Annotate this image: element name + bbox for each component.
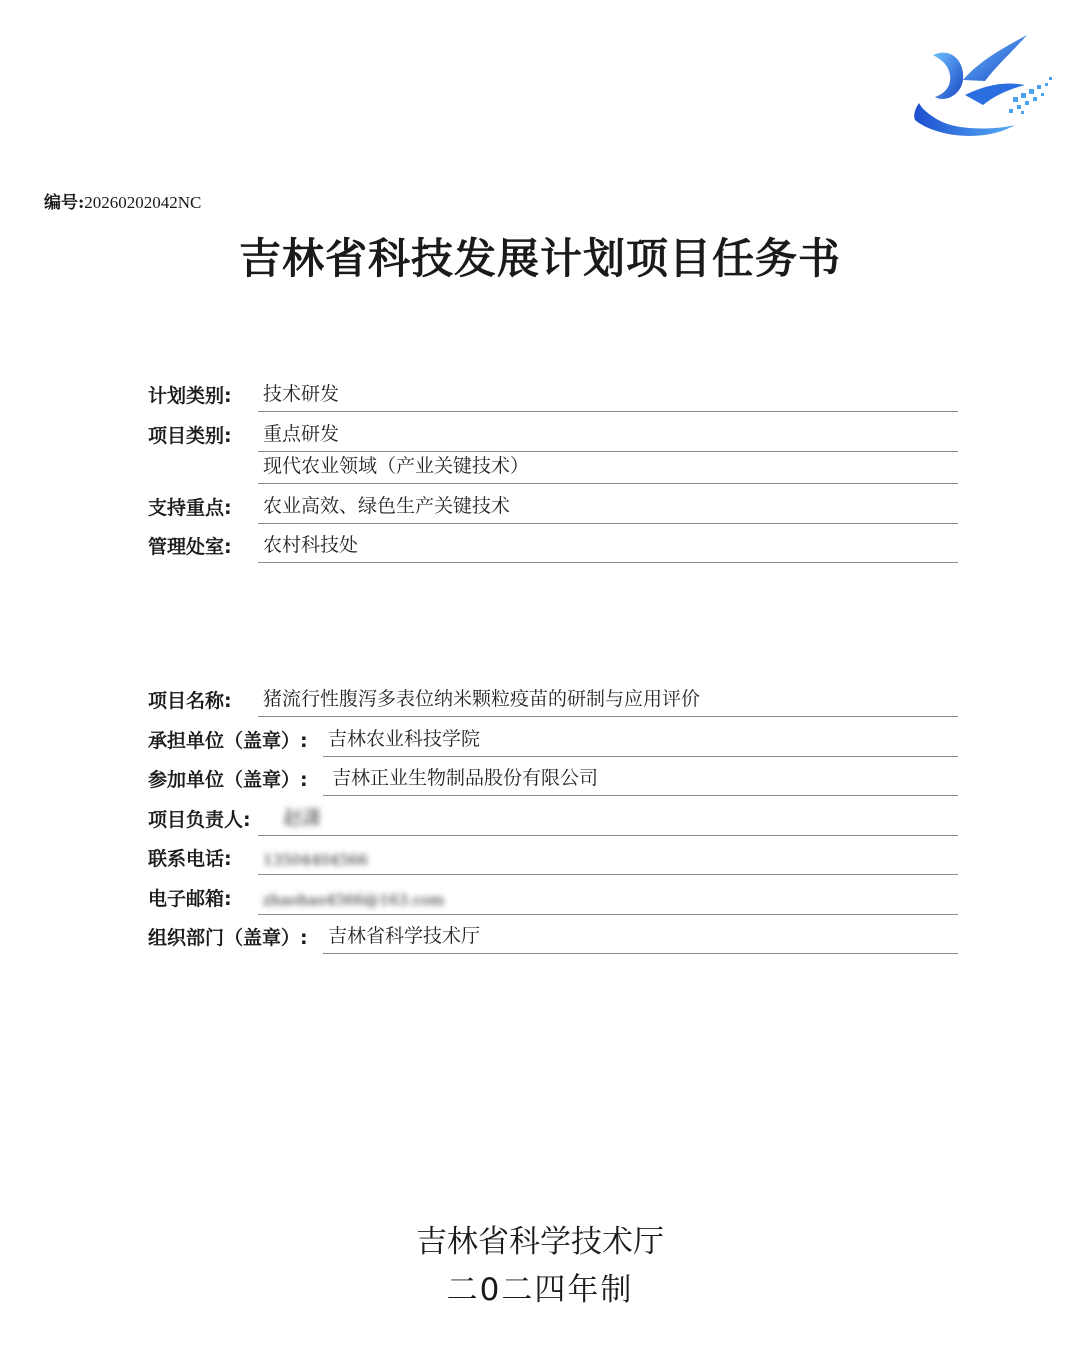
plan-type-underline xyxy=(258,411,958,412)
office-value: 农村科技处 xyxy=(263,534,359,556)
project-type-sub-row xyxy=(148,452,958,482)
project-type-value: 重点研发 xyxy=(263,423,340,445)
leader-label: 项目负责人: xyxy=(148,809,251,831)
office-label: 管理处室: xyxy=(148,536,232,558)
document-number-value: 20260202042NC xyxy=(84,193,202,212)
support-focus-underline xyxy=(258,523,958,524)
undertaker-label: 承担单位（盖章）: xyxy=(148,730,308,752)
email-row xyxy=(148,883,958,913)
undertaker-underline xyxy=(323,756,958,757)
project-name-row xyxy=(148,685,958,715)
organizer-underline xyxy=(323,953,958,954)
support-focus-value: 农业高效、绿色生产关键技术 xyxy=(263,495,511,517)
document-number xyxy=(44,188,201,213)
leader-value: 赵潇 xyxy=(283,807,322,829)
footer-year: 二0二四年制 xyxy=(446,1272,634,1308)
project-name-value: 猪流行性腹泻多表位纳米颗粒疫苗的研制与应用评价 xyxy=(263,688,701,710)
project-type-label: 项目类别: xyxy=(148,425,232,447)
plan-type-label: 计划类别: xyxy=(148,385,232,407)
project-name-underline xyxy=(258,716,958,717)
support-focus-row xyxy=(148,492,958,522)
project-type-row xyxy=(148,420,958,450)
participant-underline xyxy=(323,795,958,796)
leader-underline xyxy=(258,835,958,836)
plan-type-row xyxy=(148,380,958,410)
document-number-label: 编号: xyxy=(44,193,85,213)
plan-type-value: 技术研发 xyxy=(263,383,340,405)
footer-issuer: 吉林省科学技术厅 xyxy=(416,1224,664,1260)
project-field-underline xyxy=(258,483,958,484)
phone-row xyxy=(148,843,958,873)
office-row xyxy=(148,531,958,561)
project-field-value: 现代农业领域（产业关键技术） xyxy=(263,455,530,477)
email-underline xyxy=(258,914,958,915)
logo xyxy=(905,25,1060,145)
organizer-value: 吉林省科学技术厅 xyxy=(328,925,481,947)
participant-label: 参加单位（盖章）: xyxy=(148,769,308,791)
undertaker-value: 吉林农业科技学院 xyxy=(328,728,481,750)
leader-row xyxy=(148,804,958,834)
project-name-label: 项目名称: xyxy=(148,690,232,712)
document-title: 吉林省科技发展计划项目任务书 xyxy=(238,234,841,283)
phone-label: 联系电话: xyxy=(148,848,232,870)
phone-underline xyxy=(258,874,958,875)
organizer-row xyxy=(148,922,958,952)
email-label: 电子邮箱: xyxy=(148,888,232,910)
office-underline xyxy=(258,562,958,563)
participant-value: 吉林正业生物制品股份有限公司 xyxy=(332,767,599,789)
email-value: zhaohao4566@163.com xyxy=(263,891,445,909)
participant-row xyxy=(148,764,958,794)
support-focus-label: 支持重点: xyxy=(148,497,232,519)
undertaker-row xyxy=(148,725,958,755)
organizer-label: 组织部门（盖章）: xyxy=(148,927,308,949)
phone-value: 13504404566 xyxy=(263,851,368,869)
